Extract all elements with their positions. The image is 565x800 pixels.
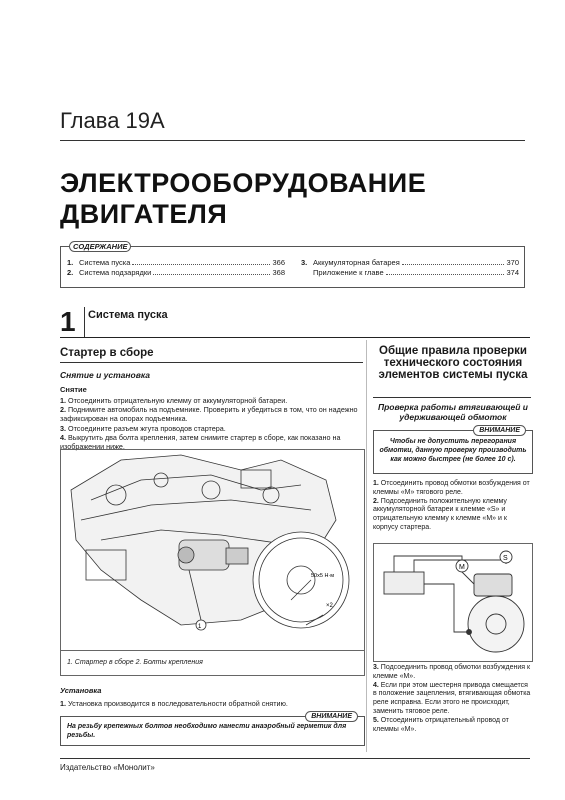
- subsection-heading: Стартер в сборе: [60, 347, 154, 359]
- installation-heading: Установка: [60, 686, 102, 695]
- publisher-footer: Издательство «Монолит»: [60, 763, 155, 772]
- callout-number: 1: [198, 624, 202, 630]
- check-steps-continued: [373, 664, 533, 734]
- right-section-title: Общие правила проверки технического состояния элементов системы пуска: [378, 345, 528, 381]
- step-text: Отсоединить провод обмотки возбуждения от клеммы «М» тягового реле.: [373, 480, 530, 496]
- step-text: Выкрутить два болта крепления, затем снимите стартер в сборе, как показано на изображении ниже.: [60, 432, 341, 452]
- figure-caption: 1. Стартер в сборе 2. Болты крепления: [61, 650, 364, 674]
- toc-heading: СОДЕРЖАНИЕ: [69, 241, 131, 252]
- toc-item[interactable]: [67, 258, 285, 267]
- toc-item-page: 366: [272, 258, 285, 267]
- chapter-title: [60, 168, 426, 230]
- section-number: 1: [60, 307, 85, 337]
- right-procedure-heading: Проверка работы втягивающей и удерживающей обмоток: [377, 402, 529, 422]
- wiring-diagram: [373, 543, 533, 662]
- table-of-contents: [60, 242, 525, 288]
- step-item: [60, 405, 365, 423]
- step-num: 1.: [60, 396, 66, 405]
- step-item: [373, 682, 533, 717]
- toc-dots: [386, 268, 505, 275]
- toc-dots: [132, 258, 270, 265]
- starter-wiring-drawing: [374, 544, 532, 661]
- step-text: Подсоединить провод обмотки возбуждения к клемме «М».: [373, 664, 531, 680]
- step-item: [373, 498, 533, 533]
- section-header: [60, 307, 530, 337]
- step-num: 5.: [373, 716, 379, 724]
- step-item: [373, 480, 533, 498]
- toc-item-page: 368: [272, 268, 285, 277]
- removal-steps: [60, 396, 365, 451]
- step-text: Поднимите автомобиль на подъемнике. Проверить и убедиться в том, что он надежно зафиксирован на опорах подъемника.: [60, 405, 358, 424]
- terminal-m-label: M: [459, 564, 465, 571]
- toc-item-label: Система подзарядки: [79, 268, 152, 277]
- step-text: Отсоединить отрицательный провод от клеммы «М».: [373, 716, 509, 733]
- step-text: Установка производится в последовательности обратной снятию.: [68, 699, 288, 708]
- removal-heading: Снятие: [60, 385, 87, 394]
- attention-badge: ВНИМАНИЕ: [305, 711, 358, 722]
- engine-figure: [60, 449, 365, 676]
- step-num: 3.: [60, 423, 66, 433]
- chapter-title-line1: ЭЛЕКТРООБОРУДОВАНИЕ: [60, 168, 427, 198]
- toc-item-page: 374: [506, 268, 519, 277]
- step-item: [60, 424, 365, 433]
- step-text: Подсоединить положительную клемму аккумуляторной батареи к клемме «S» и отрицательную клемму к клемме «М» и к корпусу стартера.: [373, 497, 507, 531]
- toc-item-num: [301, 268, 313, 277]
- procedure-heading: Снятие и установка: [60, 370, 151, 380]
- toc-item-page: 370: [506, 258, 519, 267]
- section-divider: [60, 337, 530, 338]
- step-item: [373, 717, 533, 735]
- warning-text: Чтобы не допустить перегорания обмотки, данную проверку производить как можно быстрее (не более 10 с).: [379, 438, 527, 463]
- footer-divider: [60, 758, 530, 759]
- warning-badge: ВНИМАНИЕ: [473, 425, 526, 436]
- step-item: [373, 664, 533, 682]
- check-steps: [373, 480, 533, 533]
- toc-item-num: 3.: [301, 258, 308, 267]
- toc-item[interactable]: [67, 268, 285, 277]
- attention-text: На резьбу крепежных болтов необходимо нанести анаэробный герметик для резьбы.: [67, 723, 347, 739]
- install-step: [60, 699, 365, 708]
- toc-item-label: Система пуска: [79, 258, 131, 267]
- section-title: Система пуска: [88, 309, 168, 321]
- subsection-divider: [60, 362, 363, 363]
- toc-item-label: Аккумуляторная батарея: [313, 258, 400, 267]
- toc-item-num: 2.: [67, 268, 74, 277]
- chapter-label: Глава 19А: [60, 108, 165, 133]
- warning-note: [373, 427, 533, 474]
- step-item: [60, 396, 365, 405]
- toc-dots: [402, 258, 505, 265]
- toc-item-label: Приложение к главе: [313, 268, 384, 277]
- step-text: Отсоединить отрицательную клемму от аккумуляторной батареи.: [68, 396, 288, 405]
- step-num: 2.: [373, 497, 379, 505]
- right-section-divider: [373, 397, 531, 398]
- step-num: 3.: [373, 664, 379, 671]
- chapter-title-line2: ДВИГАТЕЛЯ: [60, 199, 228, 229]
- step-text: Отсоедините разъем жгута проводов стартера.: [68, 423, 226, 433]
- attention-note: [60, 713, 365, 746]
- step-num: 1.: [60, 699, 66, 708]
- step-num: 1.: [373, 480, 379, 487]
- terminal-s-label: S: [503, 555, 508, 562]
- toc-item[interactable]: [301, 268, 519, 277]
- column-divider: [366, 340, 367, 752]
- step-text: Если при этом шестерня привода смещается в положение зацепления, втягивающая обмотка реле исправна. Если этого не происходит, заменить тяговое реле.: [373, 681, 531, 715]
- bolt-count-label: ×2: [326, 603, 333, 609]
- chapter-divider: [60, 140, 525, 141]
- step-num: 4.: [373, 681, 379, 689]
- toc-item-num: 1.: [67, 258, 74, 267]
- torque-label: 50x5 Н·м: [311, 573, 335, 579]
- step-num: 4.: [60, 432, 66, 442]
- toc-dots: [153, 268, 270, 275]
- engine-drawing: [61, 450, 364, 650]
- toc-item[interactable]: [301, 258, 519, 267]
- step-num: 2.: [60, 405, 66, 415]
